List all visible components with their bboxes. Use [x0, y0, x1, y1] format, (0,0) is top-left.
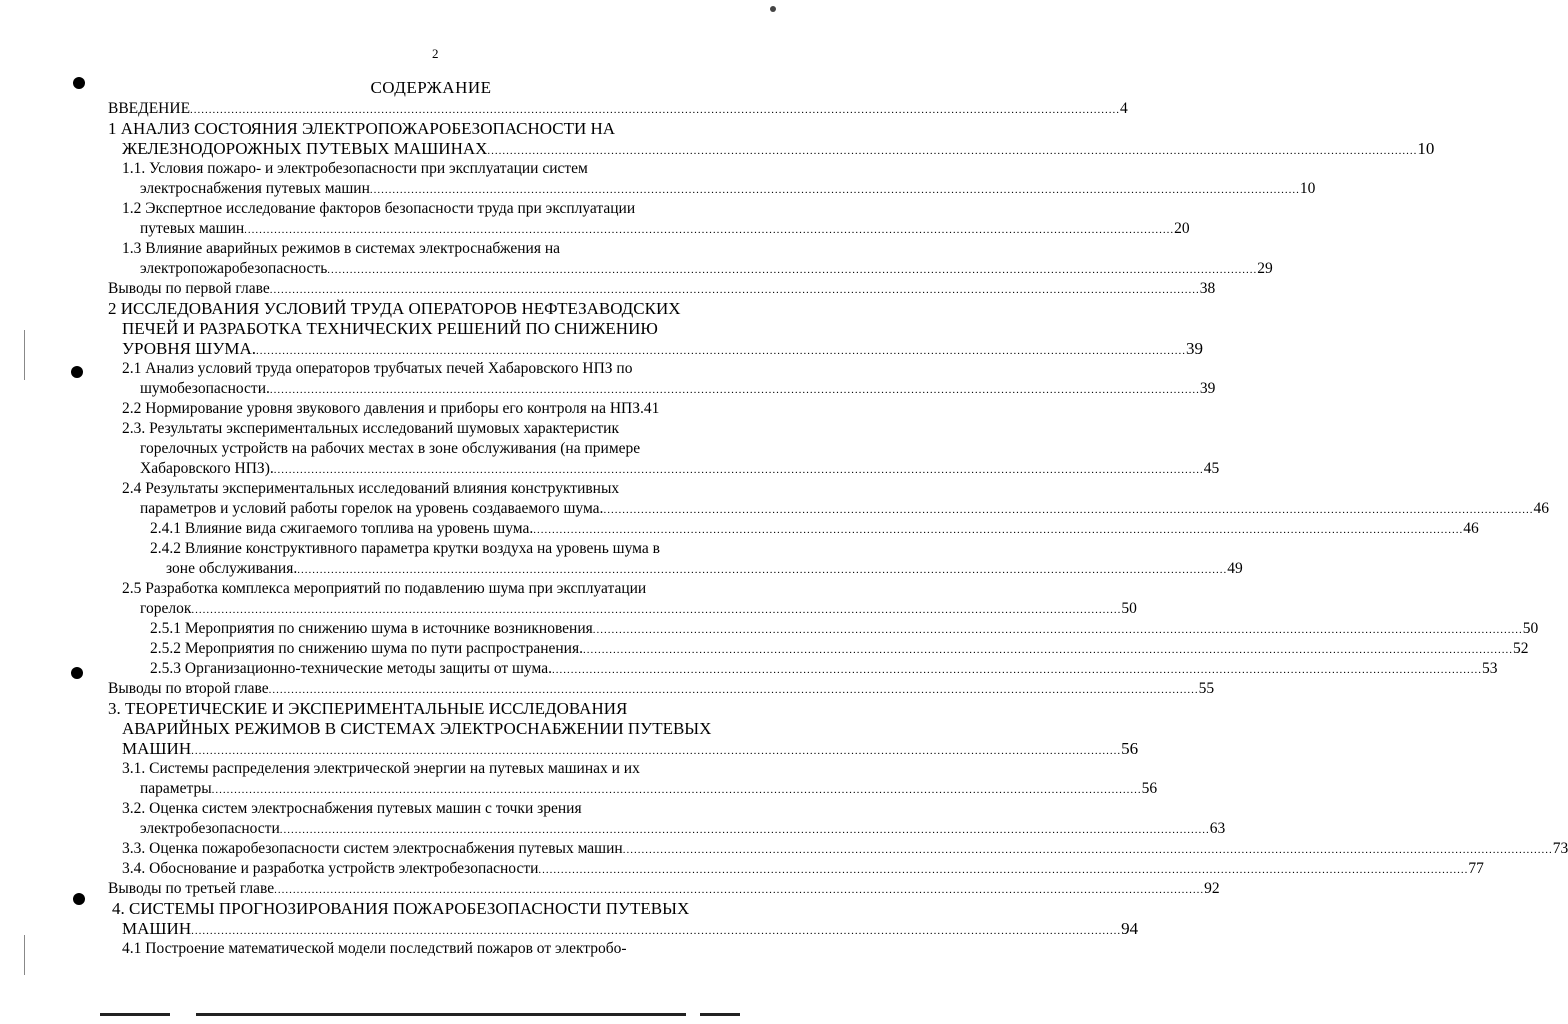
toc-entry-page: 29: [1257, 260, 1273, 277]
bottom-scan-rule: [100, 1013, 170, 1016]
toc-entry[interactable]: [122, 839, 1568, 860]
toc-entry-text: УРОВНЯ ШУМА.: [122, 339, 257, 358]
toc-entry[interactable]: [150, 539, 660, 559]
toc-entry-page: 53: [1481, 660, 1498, 677]
toc-entry-text: 4. СИСТЕМЫ ПРОГНОЗИРОВАНИЯ ПОЖАРОБЕЗОПАСНОСТИ ПУТЕВЫХ: [112, 899, 690, 918]
toc-entry[interactable]: [108, 679, 1215, 700]
scan-edge-mark: [24, 330, 25, 380]
toc-entry-page: 56: [1141, 780, 1158, 797]
leader-dots: [552, 660, 1482, 680]
binder-hole-mark: [73, 893, 85, 905]
toc-entry-text: 2.2 Нормирование уровня звукового давления и приборы его контроля на НПЗ.41: [122, 400, 660, 417]
toc-entry-text: 3.3. Оценка пожаробезопасности систем электроснабжения путевых машин: [122, 840, 623, 857]
scan-edge-mark: [24, 935, 25, 975]
toc-entry-text: Выводы по третьей главе: [108, 880, 275, 897]
toc-entry-text: АВАРИЙНЫХ РЕЖИМОВ В СИСТЕМАХ ЭЛЕКТРОСНАБЖЕНИИ ПУТЕВЫХ: [122, 719, 712, 738]
leader-dots: [603, 500, 1533, 520]
leader-dots: [212, 780, 1142, 800]
toc-entry-page: 56: [1121, 739, 1139, 758]
leader-dots: [533, 520, 1463, 540]
toc-entry-page: 92: [1204, 880, 1220, 897]
toc-entry-text: горелочных устройств на рабочих местах в зоне обслуживания (на примере: [140, 440, 641, 457]
toc-entry-text: 4.1 Построение математической модели последствий пожаров от электробо-: [122, 940, 627, 957]
toc-entry[interactable]: [122, 139, 1435, 161]
leader-dots: [270, 280, 1200, 300]
toc-entry[interactable]: [122, 159, 588, 179]
toc-entry[interactable]: [140, 819, 1226, 840]
toc-entry-page: 49: [1227, 560, 1243, 577]
toc-entry-text: 2.4.1 Влияние вида сжигаемого топлива на уровень шума.: [150, 520, 534, 537]
leader-dots: [487, 141, 1417, 161]
toc-entry-text: 1.2 Экспертное исследование факторов безопасности труда при эксплуатации: [122, 200, 636, 217]
scan-mark: [770, 6, 776, 12]
leader-dots: [280, 820, 1210, 840]
toc-entry[interactable]: [140, 259, 1273, 280]
toc-entry[interactable]: [150, 639, 1529, 660]
toc-entry[interactable]: [122, 739, 1139, 761]
toc-entry-text: Выводы по первой главе: [108, 280, 270, 297]
toc-entry-text: ПЕЧЕЙ И РАЗРАБОТКА ТЕХНИЧЕСКИХ РЕШЕНИЙ ПО СНИЖЕНИЮ: [122, 319, 658, 338]
toc-entry-page: 46: [1533, 500, 1549, 517]
toc-entry[interactable]: [108, 99, 1128, 120]
toc-entry[interactable]: [140, 439, 640, 459]
toc-entry-text: 2.4.2 Влияние конструктивного параметра крутки воздуха на уровень шума в: [150, 540, 660, 557]
toc-entry[interactable]: [140, 459, 1220, 480]
toc-entry[interactable]: [122, 399, 659, 419]
toc-entry[interactable]: [108, 279, 1216, 300]
toc-entry[interactable]: [108, 299, 681, 319]
leader-dots: [190, 100, 1120, 120]
toc-entry[interactable]: [140, 499, 1549, 520]
toc-entry[interactable]: [122, 859, 1484, 880]
leader-dots: [191, 741, 1121, 761]
toc-entry[interactable]: [140, 599, 1137, 620]
leader-dots: [538, 860, 1468, 880]
toc-entry-text: электробезопасности: [140, 820, 280, 837]
toc-entry-page: 39: [1186, 339, 1204, 358]
leader-dots: [270, 380, 1200, 400]
toc-entry[interactable]: [140, 179, 1316, 200]
binder-hole-mark: [71, 366, 83, 378]
leader-dots: [327, 260, 1257, 280]
toc-entry-page: 50: [1121, 600, 1137, 617]
toc-entry[interactable]: [122, 919, 1139, 941]
toc-entry-text: 2.4 Результаты экспериментальных исследований влияния конструктивных: [122, 480, 620, 497]
toc-entry-text: шумобезопасности.: [140, 380, 270, 397]
toc-entry[interactable]: [122, 359, 632, 379]
toc-entry-page: 52: [1512, 640, 1529, 657]
binder-hole-mark: [73, 77, 85, 89]
toc-entry-page: 50: [1522, 620, 1539, 637]
toc-entry[interactable]: [140, 779, 1158, 800]
leader-dots: [583, 640, 1513, 660]
toc-entry[interactable]: [108, 119, 615, 139]
toc-entry-page: 20: [1174, 220, 1190, 237]
toc-entry-text: электропожаробезопасность: [140, 260, 328, 277]
toc-entry[interactable]: [122, 339, 1204, 361]
toc-entry-text: 2.5 Разработка комплекса мероприятий по подавлению шума при эксплуатации: [122, 580, 647, 597]
toc-entry-page: 77: [1468, 860, 1484, 877]
toc-entry-text: путевых машин: [140, 220, 245, 237]
toc-entry-text: 2.1 Анализ условий труда операторов трубчатых печей Хабаровского НПЗ по: [122, 360, 633, 377]
toc-entry[interactable]: [122, 479, 619, 499]
toc-entry[interactable]: [150, 619, 1539, 640]
leader-dots: [274, 460, 1204, 480]
toc-entry-page: 94: [1121, 919, 1139, 938]
leader-dots: [244, 220, 1174, 240]
toc-entry-text: 3.4. Обоснование и разработка устройств электробезопасности: [122, 860, 539, 877]
toc-entry-text: 3.2. Оценка систем электроснабжения путевых машин с точки зрения: [122, 800, 582, 817]
leader-dots: [623, 840, 1553, 860]
toc-entry-text: ЖЕЛЕЗНОДОРОЖНЫХ ПУТЕВЫХ МАШИНАХ: [122, 139, 488, 158]
toc-entry[interactable]: [140, 379, 1216, 400]
leader-dots: [191, 921, 1121, 941]
page-number: 2: [432, 46, 439, 61]
toc-entry-text: 2.5.1 Мероприятия по снижению шума в источнике возникновения: [150, 620, 593, 637]
toc-entry-page: 73: [1552, 840, 1568, 857]
leader-dots: [593, 620, 1523, 640]
toc-entry-text: 2.5.2 Мероприятия по снижению шума по пути распространения.: [150, 640, 583, 657]
toc-entry-text: параметров и условий работы горелок на уровень создаваемого шума.: [140, 500, 604, 517]
bottom-scan-rule: [700, 1013, 740, 1016]
toc-entry[interactable]: [122, 319, 658, 339]
toc-entry-page: 63: [1209, 820, 1226, 837]
toc-entry-page: 10: [1299, 180, 1316, 197]
toc-entry[interactable]: [108, 699, 627, 719]
toc-entry[interactable]: [166, 559, 1243, 580]
toc-entry-text: параметры: [140, 780, 212, 797]
toc-entry-page: 55: [1198, 680, 1215, 697]
toc-entry-text: 2.3. Результаты экспериментальных исследований шумовых характеристик: [122, 420, 619, 437]
toc-entry-text: горелок: [140, 600, 192, 617]
leader-dots: [269, 680, 1199, 700]
toc-entry[interactable]: [122, 419, 619, 439]
bottom-scan-rule: [196, 1013, 686, 1016]
leader-dots: [256, 341, 1186, 361]
toc-entry-text: Выводы по второй главе: [108, 680, 269, 697]
toc-entry[interactable]: [108, 879, 1220, 900]
leader-dots: [274, 880, 1204, 900]
toc-entry-text: МАШИН: [122, 739, 192, 758]
toc-entry-page: 10: [1417, 139, 1435, 158]
toc-entry-page: 38: [1199, 280, 1216, 297]
toc-entry-text: 1.3 Влияние аварийных режимов в системах электроснабжения на: [122, 240, 561, 257]
toc-entry[interactable]: [122, 239, 560, 259]
leader-dots: [297, 560, 1227, 580]
toc-entry-text: 2 ИССЛЕДОВАНИЯ УСЛОВИЙ ТРУДА ОПЕРАТОРОВ НЕФТЕЗАВОДСКИХ: [108, 299, 681, 318]
toc-entry-page: 46: [1463, 520, 1479, 537]
toc-entry[interactable]: [150, 519, 1479, 540]
toc-entry[interactable]: [122, 799, 582, 819]
toc-entry-text: МАШИН: [122, 919, 192, 938]
toc-entry[interactable]: [122, 719, 711, 739]
toc-entry-text: 3. ТЕОРЕТИЧЕСКИЕ И ЭКСПЕРИМЕНТАЛЬНЫЕ ИССЛЕДОВАНИЯ: [108, 699, 628, 718]
toc-entry[interactable]: [122, 759, 640, 779]
toc-entry[interactable]: [122, 199, 635, 219]
toc-entry[interactable]: [140, 219, 1190, 240]
toc-entry-text: зоне обслуживания.: [166, 560, 298, 577]
toc-entry-text: Хабаровского НПЗ).: [140, 460, 274, 477]
toc-entry-text: ВВЕДЕНИЕ: [108, 100, 191, 117]
toc-entry-text: 1.1. Условия пожаро- и электробезопасности при эксплуатации систем: [122, 160, 588, 177]
toc-entry[interactable]: [150, 659, 1498, 680]
leader-dots: [191, 600, 1121, 620]
toc-entry-page: 39: [1199, 380, 1216, 397]
toc-entry-text: электроснабжения путевых машин: [140, 180, 370, 197]
toc-entry-page: 4: [1120, 100, 1128, 117]
leader-dots: [370, 180, 1300, 200]
toc-entry[interactable]: [122, 579, 646, 599]
toc-entry[interactable]: [112, 899, 689, 919]
toc-entry-page: 45: [1203, 460, 1220, 477]
toc-title: СОДЕРЖАНИЕ: [370, 78, 492, 97]
toc-entry-text: 2.5.3 Организационно-технические методы защиты от шума.: [150, 660, 552, 677]
binder-hole-mark: [71, 667, 83, 679]
toc-entry-text: 3.1. Системы распределения электрической энергии на путевых машинах и их: [122, 760, 640, 777]
toc-entry-text: 1 АНАЛИЗ СОСТОЯНИЯ ЭЛЕКТРОПОЖАРОБЕЗОПАСНОСТИ НА: [108, 119, 616, 138]
toc-entry[interactable]: [122, 939, 627, 959]
